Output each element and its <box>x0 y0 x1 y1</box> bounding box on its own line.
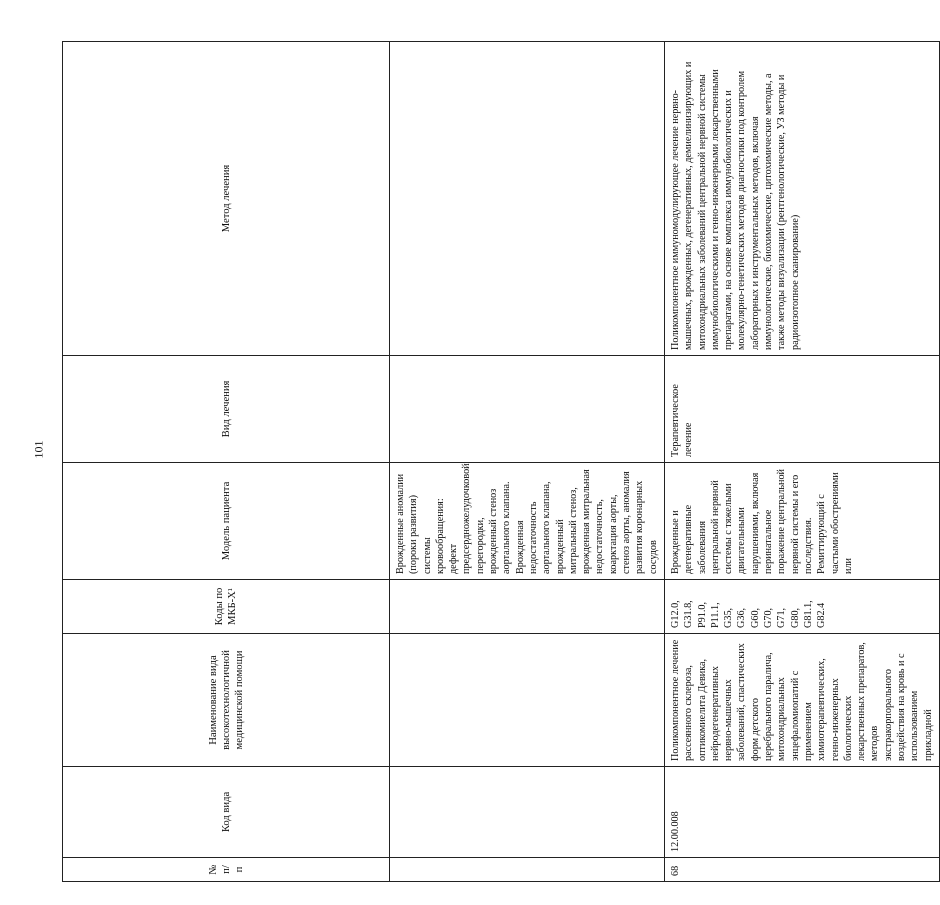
header-num: № п/п <box>63 858 390 882</box>
header-model: Модель пациента <box>63 463 390 580</box>
cell-icd <box>390 580 665 634</box>
header-method: Метод лечения <box>63 42 390 356</box>
cell-model: Врожденные и дегенеративные заболевания центральной нервной системы с тяжелыми двигательными нарушениями, включая перинатальное поражение центральной нервной системы и его последствия. Ремиттирующий с частыми обострениями или <box>664 463 939 580</box>
cell-name: Поликомпонентное лечение рассеянного склероза, оптикомиелита Девика, нейродегенеративных нервно-мышечных заболеваний, спастических форм детского церебрального паралича, митохондриальных энцефаломиопатий с применением химиотерапевтических, генно-инженерных биологических лекарственных препаратов, методов экстракорпорального воздействия на кровь и с использованием прикладной <box>664 634 939 767</box>
cell-type: Терапевтическое лечение <box>664 356 939 463</box>
cell-code: 12.00.008 <box>664 767 939 858</box>
table-container <box>62 42 934 882</box>
page-number: 101 <box>31 440 46 459</box>
treatment-table <box>62 41 940 882</box>
header-code: Код вида <box>63 767 390 858</box>
header-name: Наименование вида высокотехнологичной медицинской помощи <box>63 634 390 767</box>
cell-type <box>390 356 665 463</box>
cell-num: 68 <box>664 858 939 882</box>
cell-num <box>390 858 665 882</box>
cell-code <box>390 767 665 858</box>
header-row <box>63 42 390 882</box>
header-icd: Коды по МКБ-X¹ <box>63 580 390 634</box>
cell-method: Поликомпонентное иммуномодулирующее лечение нервно-мышечных, врожденных, дегенеративных, демиелинизирующих и митохондриальных заболеваний центральной нервной системы иммунобиологическими и генно-инженерными лекарственными препаратами, на основе комплекса иммунобиологических и молекулярно-генетических методов диагностики под контролем лабораторных и инструментальных методов, включая иммунологические, биохимические, цитохимические методы, а также методы визуализации (рентгенологические, УЗ методы и радиоизотопное сканирование) <box>664 42 939 356</box>
header-type: Вид лечения <box>63 356 390 463</box>
table-row-68 <box>664 42 939 882</box>
cell-name <box>390 634 665 767</box>
cell-icd: G12.0, G31.8, P91.0, P11.1, G35, G36, G60, G70, G71, G80, G81.1, G82.4 <box>664 580 939 634</box>
cell-method <box>390 42 665 356</box>
rotated-table-area <box>62 42 934 882</box>
table-row-previous <box>390 42 665 882</box>
cell-model: Врожденные аномалии (пороки развития) системы кровообращения: дефект предсердножелудочковой перегородки, врожденный стеноз аортального клапана. Врожденная недостаточность аортального клапана, врожденный митральный стеноз, врожденная митральная недостаточность, коарктация аорты, стеноз аорты, аномалия развития коронарных сосудов <box>390 463 665 580</box>
